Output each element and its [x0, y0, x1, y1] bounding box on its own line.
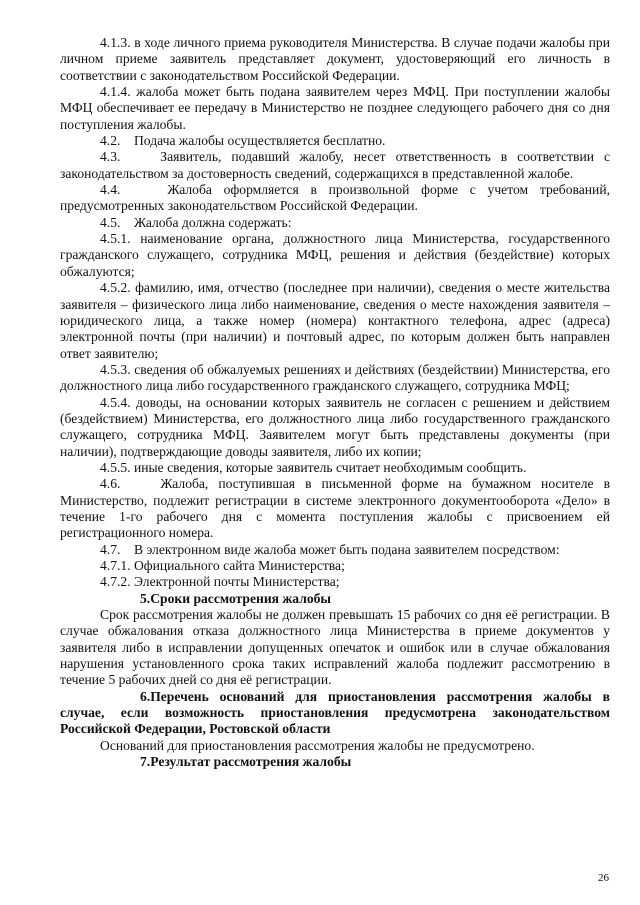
paragraph-4-5-2: 4.5.2. фамилию, имя, отчество (последнее при наличии), сведения о месте жительства заявителя – физического лица либо наименование, сведения о месте нахождения заявителя – юридического лица, а также номер (номера) контактного телефона, адрес (адреса) электронной почты (при наличии) и почтовый адрес, по которым должен быть направлен ответ заявителю;	[60, 280, 610, 361]
paragraph-4-5-5: 4.5.5. иные сведения, которые заявитель считает необходимым сообщить.	[100, 459, 527, 475]
paragraph-4-3: 4.3. Заявитель, подавший жалобу, несет ответственность в соответствии с законодательством за достоверность сведений, содержащихся в представленной жалобе.	[60, 149, 610, 181]
paragraph-4-6: 4.6. Жалоба, поступившая в письменной форме на бумажном носителе в Министерство, подлежит регистрации в системе электронного документооборота «Дело» в течение 1-го рабочего дня с момента поступления жалобы с присвоением ей регистрационного номера.	[60, 476, 610, 541]
paragraph-4-2: 4.2. Подача жалобы осуществляется бесплатно.	[100, 133, 386, 149]
paragraph-4-1-4: 4.1.4. жалоба может быть подана заявителем через МФЦ. При поступлении жалобы МФЦ обеспечивает ее передачу в Министерство не позднее следующего рабочего дня со дня поступления жалобы.	[60, 84, 610, 132]
paragraph-4-7-1: 4.7.1. Официального сайта Министерства;	[100, 558, 345, 573]
section-heading-7	[60, 754, 610, 770]
paragraph-4-5-1: 4.5.1. наименование органа, должностного лица Министерства, государственного гражданского служащего, сотрудника МФЦ, решения и действия (бездействие) которых обжалуются;	[60, 231, 610, 279]
paragraph-4-1-3: 4.1.3. в ходе личного приема руководителя Министерства. В случае подачи жалобы при личном приеме заявитель представляет документ, удостоверяющий его личность в соответствии с законодательством Российской Федерации.	[60, 35, 610, 83]
section-number-5: 5.	[140, 590, 151, 606]
paragraph-4-7-2: 4.7.2. Электронной почты Министерства;	[100, 574, 340, 590]
paragraph-4-5-3: 4.5.3. сведения об обжалуемых решениях и действиях (бездействии) Министерства, его должностного лица либо государственного гражданского служащего, сотрудника МФЦ;	[60, 361, 610, 394]
paragraph-5: Срок рассмотрения жалобы не должен превышать 15 рабочих со дня её регистрации. В случае обжалования отказа должностного лица Министерства в приеме документов у заявителя либо в исправлении допущенных опечаток и ошибок или в случае обжалования нарушения установленного срока таких исправлений жалоба подлежит рассмотрению в течение 5 рабочих дней со дня её регистрации.	[60, 607, 610, 688]
page-number: 26	[598, 872, 609, 884]
paragraph-4-7: 4.7. В электронном виде жалоба может быть подана заявителем посредством:	[100, 541, 560, 557]
section-heading-6	[60, 689, 610, 738]
section-number-6: 6.	[140, 688, 151, 704]
paragraph-4-5-4: 4.5.4. доводы, на основании которых заявитель не согласен с решением и действием (бездействием) Министерства, его должностного лица либо государственного гражданского служащего, сотрудника МФЦ. Заявителем могут быть представлены документы (при наличии), подтверждающие доводы заявителя, либо их копии;	[60, 394, 610, 459]
document-page	[60, 35, 610, 770]
section-heading-5	[60, 591, 610, 607]
paragraph-6: Оснований для приостановления рассмотрения жалобы не предусмотрено.	[100, 737, 535, 753]
section-title-5: Сроки рассмотрения жалобы	[150, 590, 332, 606]
section-title-6: Перечень оснований для приостановления рассмотрения жалобы в случае, если возможность приостановления предусмотрена законодательством Российской Федерации, Ростовской области	[60, 688, 610, 737]
section-title-7: Результат рассмотрения жалобы	[150, 754, 352, 770]
section-number-7: 7.	[140, 754, 151, 770]
paragraph-4-5: 4.5. Жалоба должна содержать:	[100, 214, 292, 230]
paragraph-4-4: 4.4. Жалоба оформляется в произвольной форме с учетом требований, предусмотренных законодательством Российской Федерации.	[60, 182, 610, 214]
